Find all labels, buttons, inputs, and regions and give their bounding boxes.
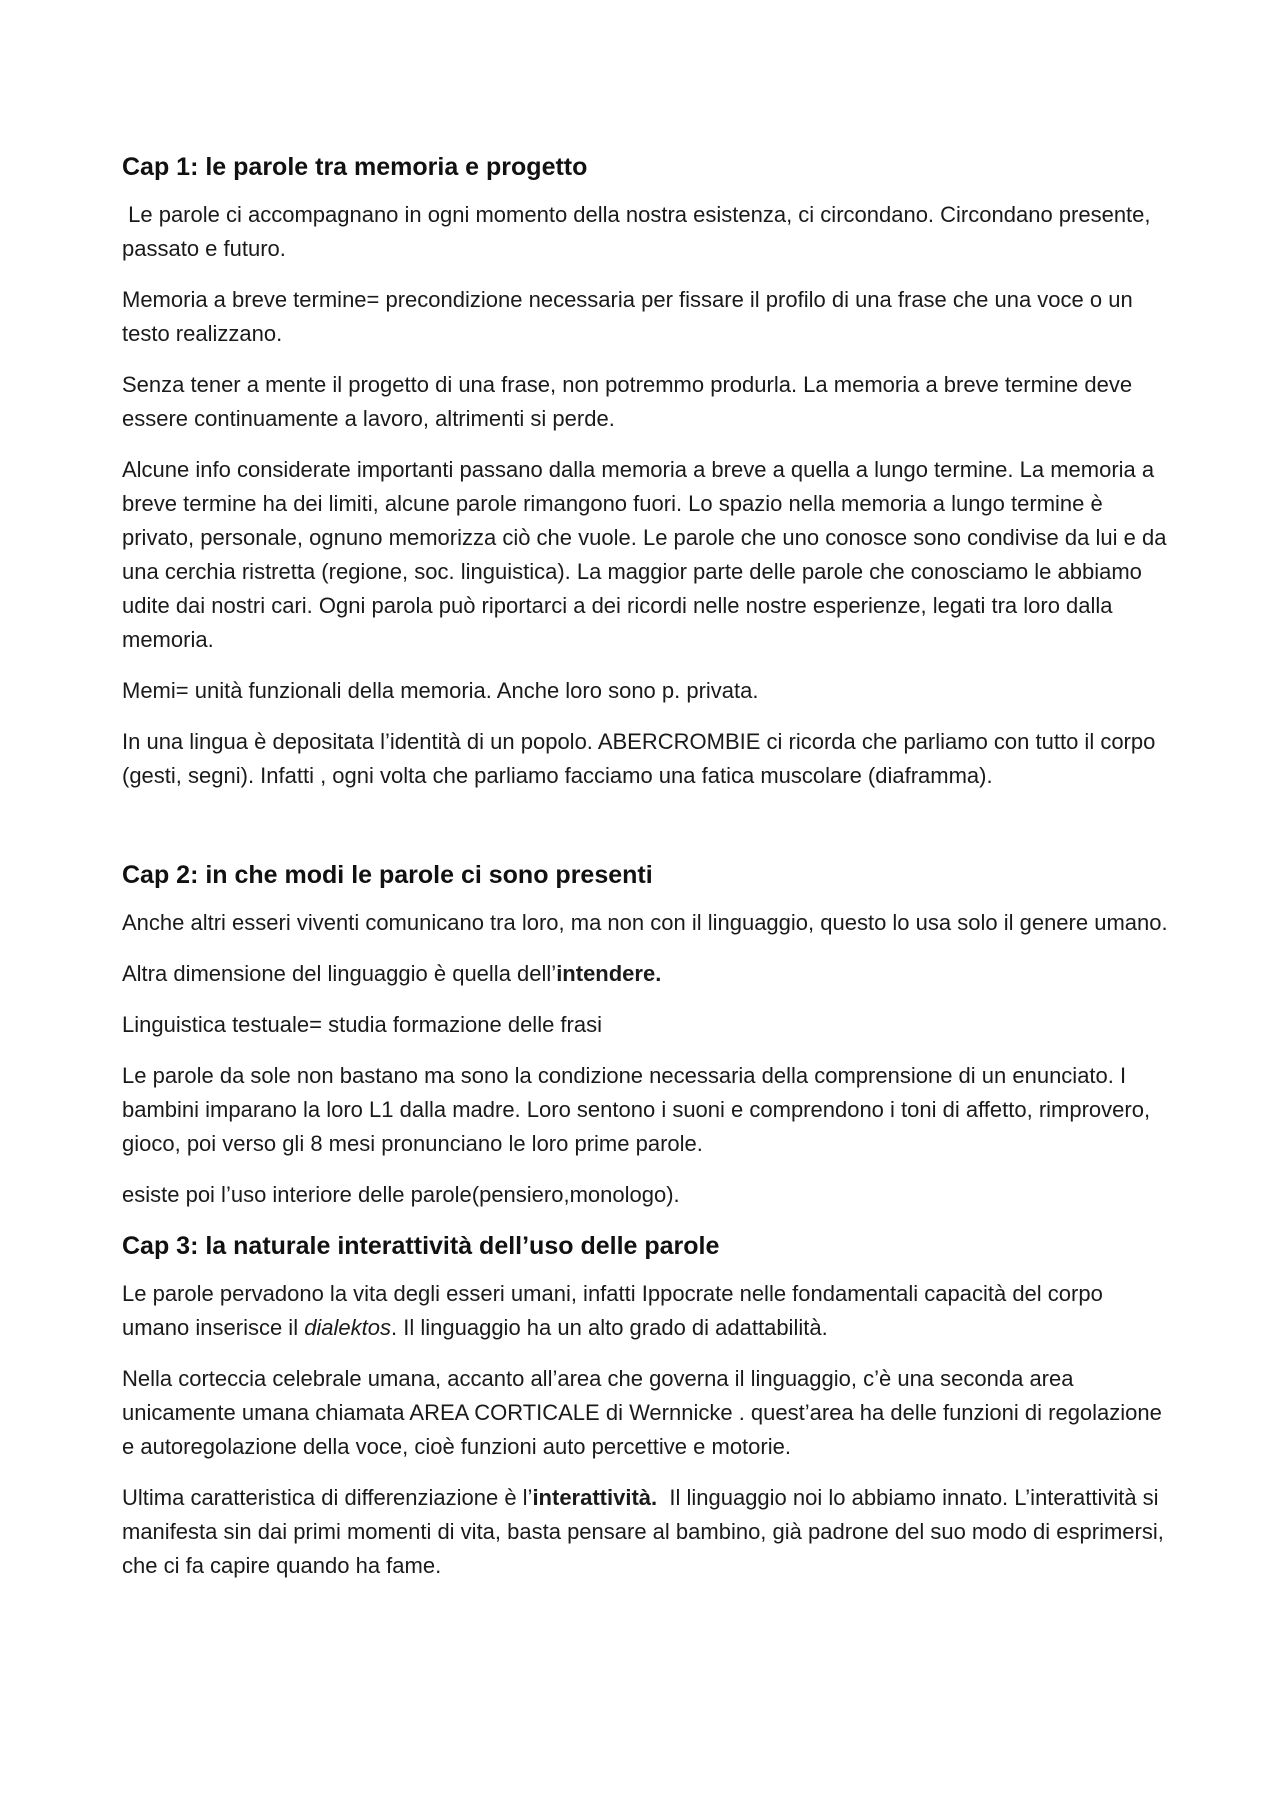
chapter-1-paragraph-6: In una lingua è depositata l’identità di un popolo. ABERCROMBIE ci ricorda che parliamo con tutto il corpo (gesti, segni). Infatti , ogni volta che parliamo facciamo una fatica muscolare (diaframma).	[122, 729, 1156, 788]
chapter-2-paragraph-2-bold: intendere.	[556, 961, 662, 986]
chapter-2-paragraph-2-before: Altra dimensione del linguaggio è quella dell’	[122, 961, 557, 986]
chapter-2-title: Cap 2: in che modi le parole ci sono presenti	[122, 861, 653, 889]
chapter-1-paragraph-1: Le parole ci accompagnano in ogni momento della nostra esistenza, ci circondano. Circondano presente, passato e futuro.	[122, 202, 1157, 261]
chapter-2-paragraph-4: Le parole da sole non bastano ma sono la condizione necessaria della comprensione di un enunciato. I bambini imparano la loro L1 dalla madre. Loro sentono i suoni e comprendono i toni di affetto, rimprovero, gioco, poi verso gli 8 mesi pronunciano le loro prime parole.	[122, 1063, 1151, 1156]
chapter-1-paragraph-2: Memoria a breve termine= precondizione necessaria per fissare il profilo di una frase che una voce o un testo realizzano.	[122, 287, 1133, 346]
chapter-3-paragraph-1-italic: dialektos	[304, 1315, 392, 1340]
chapter-1	[122, 150, 1172, 793]
document-page	[122, 150, 1172, 1600]
chapter-3-paragraph-3-before: Ultima caratteristica di differenziazione è l’	[122, 1485, 533, 1510]
chapter-3-paragraph-1-after: . Il linguaggio ha un alto grado di adattabilità.	[391, 1315, 828, 1340]
chapter-3-title: Cap 3: la naturale interattività dell’uso delle parole	[122, 1232, 720, 1260]
section-spacer	[122, 810, 1172, 858]
chapter-3-paragraph-1	[122, 1277, 1172, 1345]
chapter-3-paragraph-3-bold: interattività.	[532, 1485, 658, 1510]
chapter-2-paragraph-1: Anche altri esseri viventi comunicano tra loro, ma non con il linguaggio, questo lo usa solo il genere umano.	[122, 910, 1168, 935]
chapter-3-paragraph-1-before: Le parole pervadono la vita degli esseri umani, infatti Ippocrate nelle fondamentali capacità del corpo umano inserisce il	[122, 1281, 1103, 1340]
chapter-3-paragraph-3	[122, 1481, 1172, 1583]
chapter-1-title: Cap 1: le parole tra memoria e progetto	[122, 153, 588, 181]
chapter-2-paragraph-3: Linguistica testuale= studia formazione delle frasi	[122, 1012, 602, 1037]
chapter-1-paragraph-5: Memi= unità funzionali della memoria. Anche loro sono p. privata.	[122, 678, 759, 703]
chapter-3-paragraph-2: Nella corteccia celebrale umana, accanto all’area che governa il linguaggio, c’è una seconda area unicamente umana chiamata AREA CORTICALE di Wernnicke . quest’area ha delle funzioni di regolazione e autoregolazione della voce, cioè funzioni auto percettive e motorie.	[122, 1366, 1162, 1459]
chapter-2-paragraph-5: esiste poi l’uso interiore delle parole(pensiero,monologo).	[122, 1182, 680, 1207]
chapter-1-paragraph-4: Alcune info considerate importanti passano dalla memoria a breve a quella a lungo termine. La memoria a breve termine ha dei limiti, alcune parole rimangono fuori. Lo spazio nella memoria a lungo termine è privato, personale, ognuno memorizza ciò che vuole. Le parole che uno conosce sono condivise da lui e da una cerchia ristretta (regione, soc. linguistica). La maggior parte delle parole che conosciamo le abbiamo udite dai nostri cari. Ogni parola può riportarci a dei ricordi nelle nostre esperienze, legati tra loro dalla memoria.	[122, 457, 1167, 652]
chapter-1-paragraph-3: Senza tener a mente il progetto di una frase, non potremmo produrla. La memoria a breve termine deve essere continuamente a lavoro, altrimenti si perde.	[122, 372, 1133, 431]
chapter-2	[122, 858, 1172, 1212]
chapter-3	[122, 1229, 1172, 1583]
chapter-3-paragraph-3-after: Il linguaggio noi lo abbiamo innato. L’interattività si manifesta sin dai primi momenti di vita, basta pensare al bambino, già padrone del suo modo di esprimersi, che ci fa capire quando ha fame.	[122, 1485, 1170, 1578]
chapter-2-paragraph-2	[122, 957, 1172, 991]
